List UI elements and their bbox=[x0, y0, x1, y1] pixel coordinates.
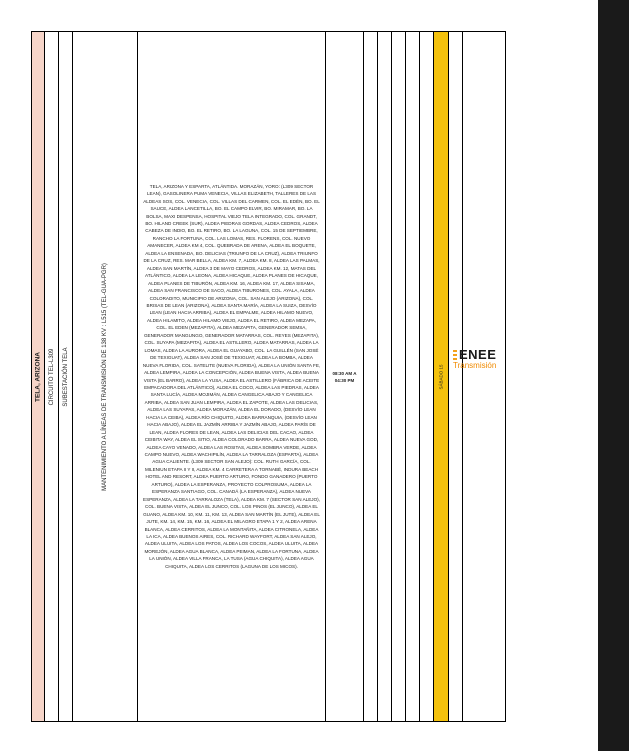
day-text: SÁBADO 15 bbox=[438, 363, 444, 390]
outage-table bbox=[31, 31, 506, 722]
logo-name: ENEE bbox=[459, 347, 497, 362]
right-dark-bar bbox=[598, 0, 629, 751]
location-text: TELA, ARIZONA bbox=[34, 351, 42, 402]
affected-areas-text: TELA, ARIZONA Y ESPARTA, ATLÁNTIDA. MORAZÁN, YORO: (L309 SECTOR LEAN), GASOLINERA PUMA VENECIA, VILLAS ELIZABETH, TALLERES DE LAS ALDEAS SOS, COL. VENECIA, COL. VILLAS DEL CARMEN, COL. EL EDÉN, BO. EL SAUCE, ALDEA LANCETILLA, BO. EL CAMPO ELVIR, BO. MIRAMAR, BO. LA BOLSA, MAXI DESPENSA, HOSPITAL VIEJO TELA INTEGRADO, COL. GRANDT, BO. HILAND CREEK (SUR), ALDEA PIEDRAS GORDAS, ALDEA CEDROS, ALDEA CABEZA DE INDIO, BO. EL RETIRO, BO. LA LAGUNA, COL. 15 DE SEPTIEMBRE, RANCHO LA FORTUNA, COL. LAS LOMAS, RES. FLORENS, COL. NUEVO AMANECER, ALDEA KM 4, COL. QUEBRADA DE ARENA, ALDEA EL BOQUETE, ALDEA LA ENSENADA, BO. DELICIAS (TRIUNFO DE LA CRUZ), ALDEA TRIUNFO DE LA CRUZ, RES. MAR BELLA, ALDEA KM. 7, ALDEA KM. 8, ALDEA LAS PALMAS, ALDEA SAN MARTÍN, ALDEA 3 DE MAYO CEDROS, ALDEA KM. 12, MATAS DEL ATLÁNTICO, ALDEA LA LEONA, ALDEA HICAQUE, ALDEA PLANES DE HICAQUE, ALDEA PLANES DE TIBURÓN, ALDEA KM. 16, ALDEA KM. 17, ALDEA SISAMA, ALDEA SAN FRANCISCO DE SACO, ALDEA TIBURONES, COL. AYALA, ALDEA COLORADITO, MUNICIPIO DE ARIZONA, COL. SAN ALEJO (ARIZONA), COL. BRISAS DE LEAN (ARIZONA), ALDEA SANTA MARÍA, ALDEA LA SUIZA, DESVÍO LEAN (LEAN HACIA ARRIBA), ALDEA EL EMPALME, ALDEA HILAMO NUEVO, ALDEA HILAMITO, ALDEA HILAMO VIEJO, ALDEA EL RETIRO, ALDEA MEZAPA, COL. EL EDEN (MEZAPITA), ALDEA MEZAPITA, GENERADOR SEMSA, GENERADOR MANGUNGO, GENERADOR MATARRAS, COL. REYES (MEZAPITA), COL. SUYAPA (MEZAPITA), ALDEA EL ASTILLERO, ALDEA MATARRAS, ALDEA LA LOMAS, ALDEA LA AURORA, ALDEA EL GUAYABO, COL. LA GUILLÉN (SAN JOSÉ DE TEXIGUAT), ALDEA SAN JOSÉ DE TEXIGUAT, ALDEA LA BOMBA, ALDEA NUEVA FLORIDA, COL. SATELITE (NUEVA FLORIDA), ALDEA LA UNIÓN SANTA FE, ALDEA LEMPIRA, ALDEA LA CONCEPCIÓN, ALDEA BUENA VISTA, ALDEA BUENA VISTA (EL BARRO), ALDEA LA YUSA, ALDEA EL ASTILLERO (FÁBRICA DE ACEITE EMPACADORA DEL ATLÁNTICO), ALDEA EL COCO, ALDEA LAS PIEDRAS, ALDEA SANTA LUCÍA, ALDEA MOJIMÁN, ALDEA CANGELICA ABAJO Y CANGELICA ARRIBA, ALDEA SAN JUAN LEMPIRA, ALDEA EL ZAPOTE, ALDEA LAS DELICIAS, ALDEA LAS SUYAPAS, ALDEA MORAZÁN, ALDEA EL DORADO, (DESVÍO LEAN HACIA LA CEIBA), ALDEA RÍO CHIQUITO, ALDEA BARRANQUIA, (DESVÍO LEAN HACIA ABAJO), ALDEA EL JAZMÍN ARRIBA Y JAZMÍN ABAJO, ALDEA PARÍS DE LEAN, ALDEA FLORES DE LEAN, ALDEA LAS DELICIAS DEL CACAO, ALDEA CEIBITA WAY, ALDEA EL SITIO, ALDEA COLORADO BARRA, ALDEA NUEVA GOD, ALDEA CAYO VENADO, ALDEA LAS ROSITAS, ALDEA SOMBRA VERDE, ALDEA CAMPO NUEVO, ALDEA WACHIPILÍN, ALDEA LA TARRALOZA (ESPARTA), ALDEA AGUA CALIENTE. (L309 SECTOR SAN ALEJO): COL. RUTH GARCÍA, COL. MILENIUN ETAPA II Y II, ALDEA KM. 4 CARRETERA A TORNABÉ, INDURA BEACH HOTEL AND RESORT, ALDEA PUERTO ARTURO, FONDO GANADERO (PUERTO ARTURO), ALDEA LA ESPERANZA, PROYECTO COLPROSUMA, ALDEA LA ESPERANZA SANTIAGO, COL. CANADÁ (LA ESPERANZA), ALDEA NUEVA ESPERANZA, ALDEA LA TARRALOZA (TELA), ALDEA KM. 7 (SECTOR SAN ALEJO), COL. BUENA VISTA, ALDEA EL JUNCO, COL. LOS PINOS (EL JUNCO), ALDEA EL GUANO, ALDEA KM. 10, KM. 11, KM. 13, ALDEA SAN MARTÍN (EL JUTE), ALDEA EL JUTE, KM. 14, KM. 15, KM. 16, ALDEA EL MILAGRO ETAPA 1 Y 2, ALDEA ARENA BLANCA, ALDEA CERRITOS, ALDEA LA MONTAÑITA, ALDEA CITRONELA, ALDEA LA ICA, ALDEA BUENOS AIRES, COL. RICHARD WAYFORT, ALDEA SAN ALEJO, ALDEA ULUITA, ALDEA LOS PATOS, ALDEA LOS COCOS, ALDEA ULUITA, ALDEA MOREJÓN, ALDEA AGUA BLANCA, ALDEA PEIMAN, ALDEA LA FORTUNA, ALDEA LA UNIÓN, ALDEA VILLA FRANCA, LA TUSA (AGUA CHIQUITA), ALDEA AGUA CHIQUITA, ALDEA LOS CERRITOS (LAGUNA DE LOS MICOS). bbox=[142, 183, 321, 569]
circuit-text: CIRCUITO TEL-L309 bbox=[48, 348, 55, 405]
time-cell bbox=[326, 32, 364, 721]
blank-cell bbox=[420, 32, 434, 721]
substation-cell bbox=[59, 32, 73, 721]
blank-cell bbox=[449, 32, 463, 721]
blank-cell bbox=[364, 32, 378, 721]
day-cell bbox=[434, 32, 449, 721]
substation-text: SUBESTACIÓN TELA bbox=[62, 346, 69, 407]
blank-cell bbox=[378, 32, 392, 721]
logo-mark bbox=[453, 348, 505, 361]
work-text: MANTENIMIENTO A LÍNEAS DE TRANSMISIÓN DE 138 KV : L515 (TEL-GUA-PGR) bbox=[102, 262, 108, 491]
location-cell bbox=[32, 32, 45, 721]
time-end: 04:30 PM bbox=[334, 377, 355, 383]
affected-areas-cell bbox=[138, 32, 326, 721]
time-start: 08:30 AM A bbox=[332, 370, 357, 376]
blank-cell bbox=[406, 32, 420, 721]
logo-subtitle: Transmisión bbox=[453, 361, 497, 370]
work-cell bbox=[73, 32, 138, 721]
enee-logo bbox=[453, 348, 505, 370]
logo-stripes-icon bbox=[453, 350, 457, 360]
circuit-cell bbox=[45, 32, 59, 721]
blank-cell bbox=[392, 32, 406, 721]
